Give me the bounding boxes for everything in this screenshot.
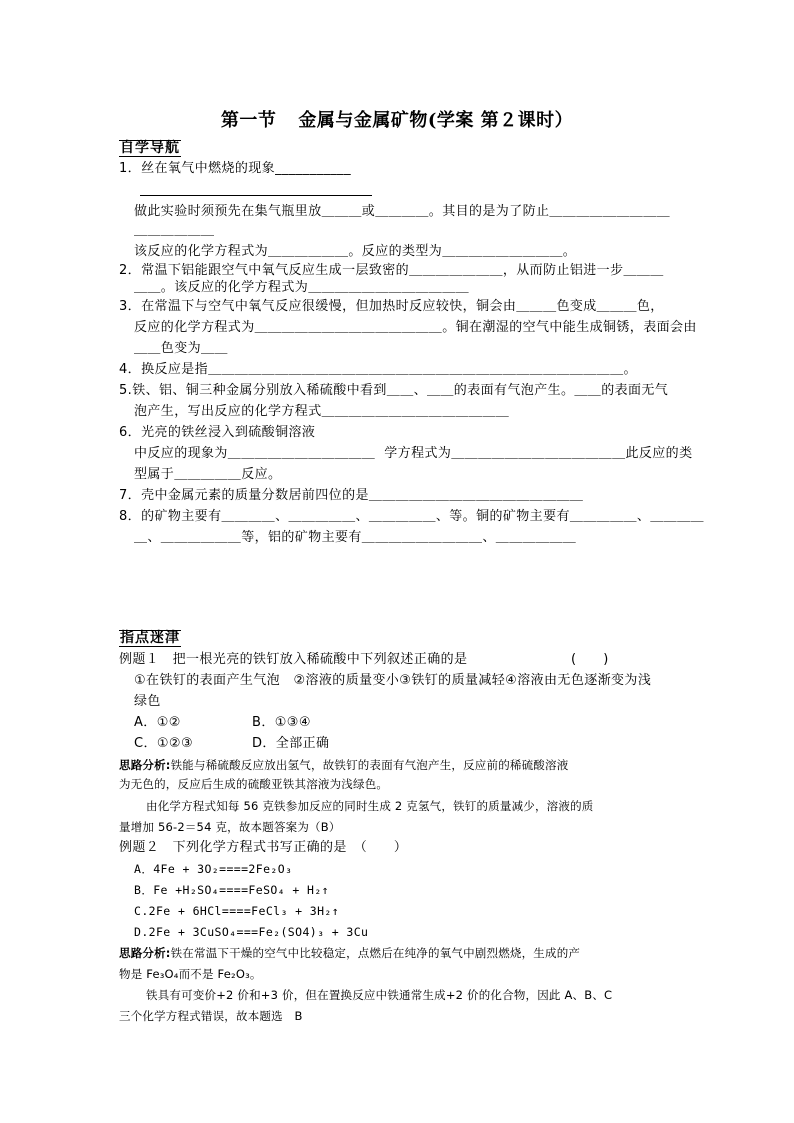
example2-analysis-line-2: 物是 Fe₃O₄而不是 Fe₂O₃。 bbox=[119, 967, 262, 981]
q5-line-2: 泡产生，写出反应的化学方程式＿＿＿＿＿＿＿＿＿＿＿＿＿＿ bbox=[134, 404, 510, 419]
q1-line-2: 做此实验时须预先在集气瓶里放＿＿＿或＿＿＿＿。其目的是为了防止＿＿＿＿＿＿＿＿＿ bbox=[134, 204, 671, 219]
q5-line-1: 5.铁、铝、铜三种金属分别放入稀硫酸中看到＿＿、＿＿的表面有气泡产生。＿＿的表面无气 bbox=[119, 383, 669, 398]
title-section-number: 第一节 bbox=[220, 110, 277, 131]
q1-line-4: 该反应的化学方程式为＿＿＿＿＿＿。反应的类型为＿＿＿＿＿＿＿＿＿。 bbox=[134, 244, 577, 259]
q8-line-1: 8．的矿物主要有＿＿＿＿、＿＿＿＿＿、＿＿＿＿＿、等。铜的矿物主要有＿＿＿＿＿、＿＿＿＿ bbox=[119, 509, 704, 524]
page-title bbox=[0, 106, 794, 132]
example2-analysis-line-3: 铁具有可变价+2 价和+3 价，但在置换反应中铁通常生成+2 价的化合物，因此 A、B、C bbox=[146, 988, 613, 1002]
example2-option-a: A．4Fe + 3O₂====2Fe₂O₃ bbox=[134, 862, 293, 876]
q7-line: 7．壳中金属元素的质量分数居前四位的是＿＿＿＿＿＿＿＿＿＿＿＿＿＿＿＿ bbox=[119, 488, 584, 503]
example1-analysis-line-1: 思路分析:铁能与稀硫酸反应放出氢气，故铁钉的表面有气泡产生，反应前的稀硫酸溶液 bbox=[119, 758, 569, 772]
q3-line-1: 3．在常温下与空气中氧气反应很缓慢，但加热时反应较快，铜会由＿＿＿色变成＿＿＿色， bbox=[119, 299, 664, 314]
q6-line-1: 6．光亮的铁丝浸入到硫酸铜溶液 bbox=[119, 425, 316, 440]
section-header-self-study: 自学导航 bbox=[120, 140, 180, 156]
title-topic: 金属与金属矿物(学案 第２课时） bbox=[298, 110, 574, 131]
example2-analysis-line-4: 三个化学方程式错误，故本题选 B bbox=[119, 1009, 303, 1023]
example2-option-c: C.2Fe + 6HCl====FeCl₃ + 3H₂↑ bbox=[134, 904, 340, 918]
q3-line-2: 反应的化学方程式为＿＿＿＿＿＿＿＿＿＿＿＿＿＿。铜在潮湿的空气中能生成铜锈，表面会由 bbox=[134, 320, 697, 335]
q2-line-1: 2．常温下铝能跟空气中氧气反应生成一层致密的＿＿＿＿＿＿＿，从而防止铝进一步＿＿＿ bbox=[119, 263, 664, 278]
q1-line: 1．丝在氧气中燃烧的现象___________ bbox=[119, 161, 351, 176]
section-header-guide: 指点迷津 bbox=[120, 630, 180, 646]
example2-question: 例题２ 下列化学方程式书写正确的是 （ ） bbox=[119, 840, 408, 855]
q1-line-3: ＿＿＿＿＿＿ bbox=[134, 223, 215, 238]
example1-analysis-line-4: 量增加 56-2＝54 克，故本题答案为（B） bbox=[119, 820, 341, 834]
q6-line-3: 型属于＿＿＿＿＿反应。 bbox=[134, 467, 282, 482]
example1-analysis-line-2: 为无色的，反应后生成的硫酸亚铁其溶液为浅绿色。 bbox=[119, 777, 389, 791]
example1-option-b: B．①③④ bbox=[252, 715, 311, 730]
q2-line-2: ＿＿。该反应的化学方程式为＿＿＿＿＿＿＿＿＿＿＿＿ bbox=[134, 280, 470, 295]
q4-line: 4．换反应是指＿＿＿＿＿＿＿＿＿＿＿＿＿＿＿＿＿＿＿＿＿＿＿＿＿＿＿＿＿＿＿。 bbox=[119, 362, 637, 377]
q8-line-2: ＿、＿＿＿＿＿＿等，铝的矿物主要有＿＿＿＿＿＿＿＿＿、＿＿＿＿＿＿ bbox=[134, 530, 577, 545]
example1-answer-paren: ( ) bbox=[571, 652, 609, 667]
example1-option-c: C．①②③ bbox=[134, 736, 194, 751]
example2-analysis-line-1: 思路分析:铁在常温下干燥的空气中比较稳定，点燃后在纯净的氧气中剧烈燃烧，生成的产 bbox=[119, 946, 581, 960]
analysis-label: 思路分析: bbox=[119, 946, 171, 960]
example1-analysis-line-3: 由化学方程式知每 56 克铁参加反应的同时生成 2 克氢气，铁钉的质量减少，溶液的质 bbox=[146, 799, 594, 813]
answer-blank-line bbox=[140, 195, 372, 196]
example2-option-d: D.2Fe + 3CuSO₄===Fe₂(SO4)₃ + 3Cu bbox=[134, 925, 369, 939]
example1-statements: ①在铁钉的表面产生气泡 ②溶液的质量变小③铁钉的质量减轻④溶液由无色逐渐变为浅 bbox=[134, 673, 652, 688]
example1-statements-cont: 绿色 bbox=[134, 694, 161, 709]
analysis-label: 思路分析: bbox=[119, 758, 171, 772]
q3-line-3: ＿＿色变为＿＿ bbox=[134, 341, 228, 356]
q6-line-2: 中反应的现象为＿＿＿＿＿＿＿＿＿＿＿ 学方程式为＿＿＿＿＿＿＿＿＿＿＿＿＿此反应的类 bbox=[134, 446, 693, 461]
example1-option-d: D．全部正确 bbox=[252, 736, 330, 751]
example1-option-a: A．①② bbox=[134, 715, 181, 730]
example2-option-b: B．Fe +H₂SO₄====FeSO₄ + H₂↑ bbox=[134, 883, 329, 897]
example1-question: 例题１ 把一根光亮的铁钉放入稀硫酸中下列叙述正确的是 bbox=[119, 652, 468, 667]
